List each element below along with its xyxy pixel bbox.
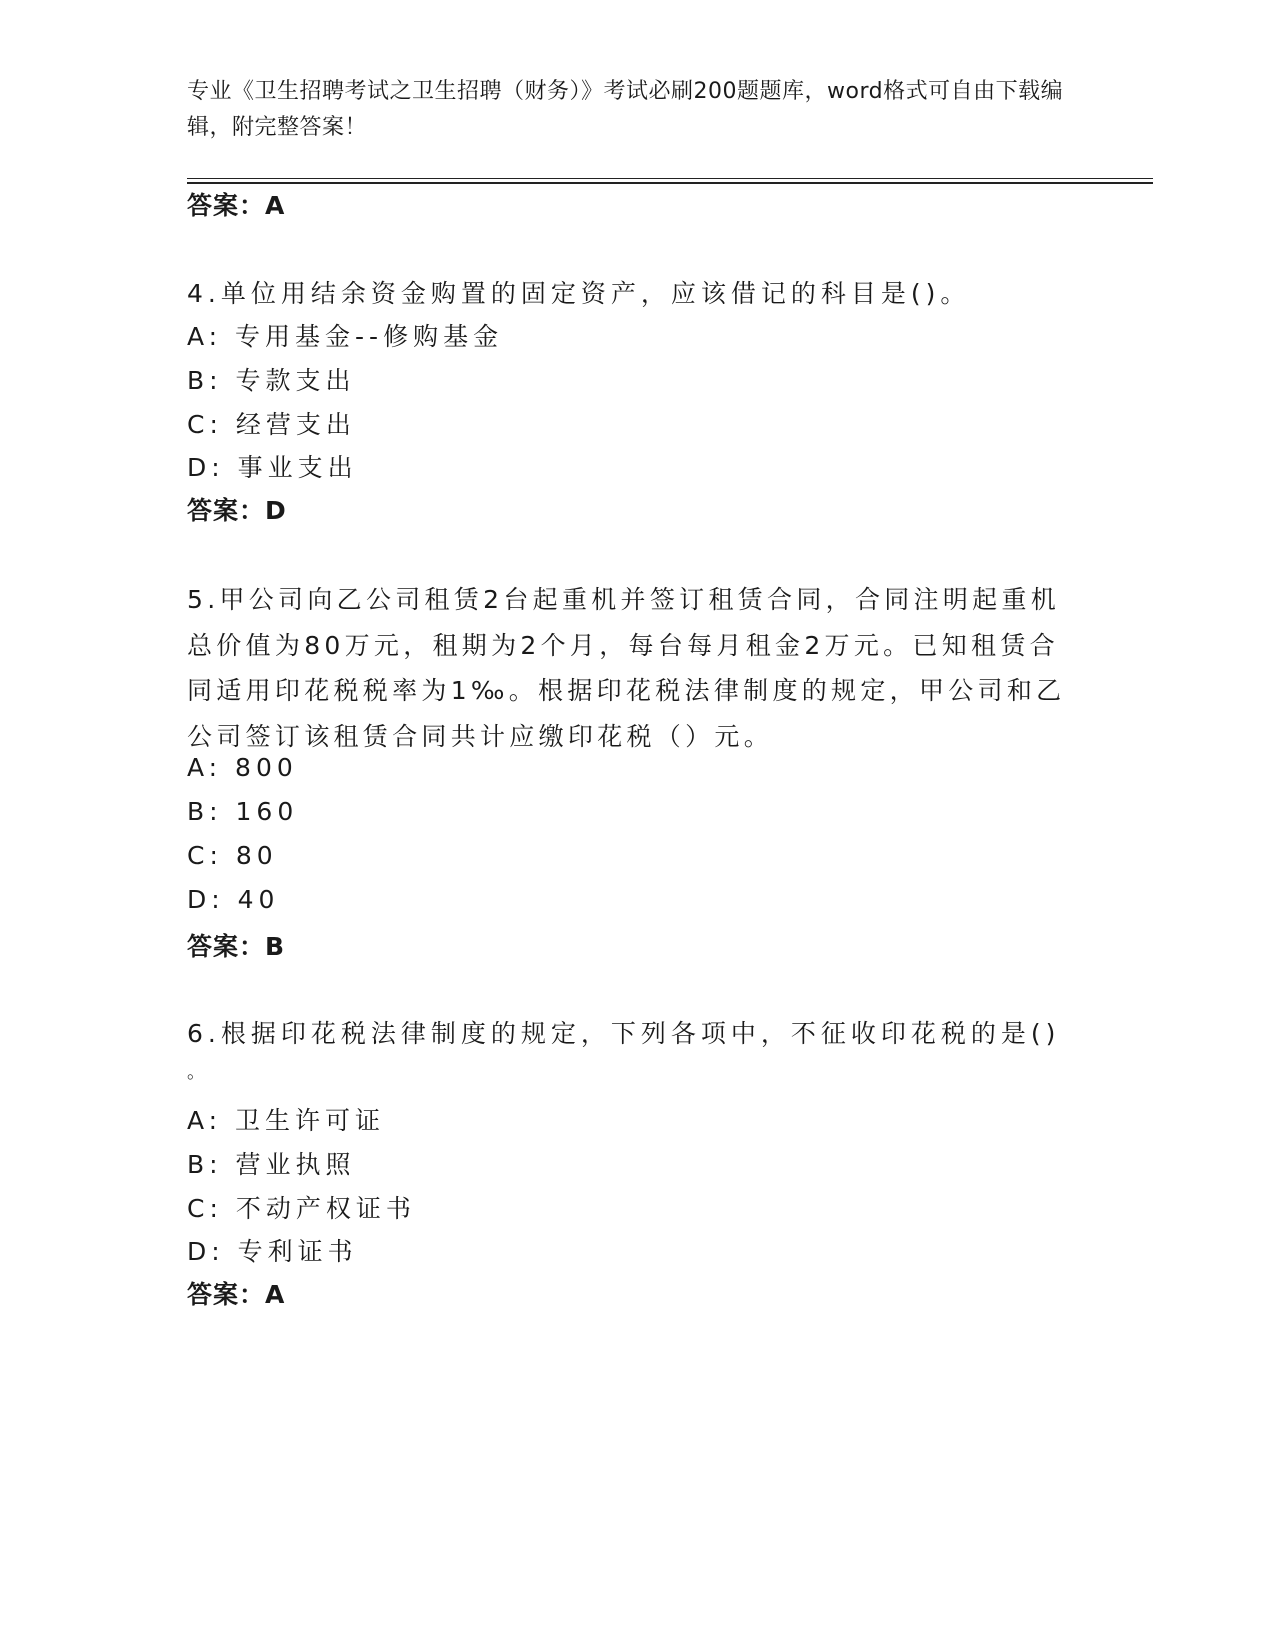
question-6-text: 6.根据印花税法律制度的规定，下列各项中，不征收印花税的是() <box>187 1019 1061 1048</box>
question-5-option-b: B: 160 <box>187 797 299 826</box>
question-5-option-c: C: 80 <box>187 841 278 870</box>
question-6-option-b: B: 营业执照 <box>187 1150 356 1179</box>
question-5-option-d: D: 40 <box>187 885 280 914</box>
question-5-text: 5.甲公司向乙公司租赁2台起重机并签订租赁合同，合同注明起重机总价值为80万元，租期为2个月，每台每月租金2万元。已知租赁合同适用印花税税率为1‰。根据印花税法律制度的规定，甲公司和乙公司签订该租赁合同共计应缴印花税（）元。 <box>187 585 1066 751</box>
question-5-answer: 答案：B <box>187 932 286 961</box>
question-6-option-a: A: 卫生许可证 <box>187 1106 386 1135</box>
question-6-text-tail: 。 <box>187 1062 210 1083</box>
header-rule-thin <box>187 178 1153 179</box>
question-6-answer: 答案：A <box>187 1280 286 1309</box>
question-6-option-c: C: 不动产权证书 <box>187 1194 416 1223</box>
previous-answer: 答案：A <box>187 191 286 220</box>
question-4-option-b: B: 专款支出 <box>187 366 356 395</box>
question-4-option-c: C: 经营支出 <box>187 410 356 439</box>
question-5-option-a: A: 800 <box>187 753 298 782</box>
document-intro: 专业《卫生招聘考试之卫生招聘（财务）》考试必刷200题题库，word格式可自由下载编辑，附完整答案！ <box>187 79 1064 140</box>
question-4-option-a: A: 专用基金--修购基金 <box>187 322 504 351</box>
question-4-answer: 答案：D <box>187 496 287 525</box>
question-4-option-d: D: 事业支出 <box>187 453 358 482</box>
question-6-option-d: D: 专利证书 <box>187 1237 358 1266</box>
header-rule-thick <box>187 182 1153 184</box>
question-4-text: 4.单位用结余资金购置的固定资产，应该借记的科目是()。 <box>187 279 971 308</box>
